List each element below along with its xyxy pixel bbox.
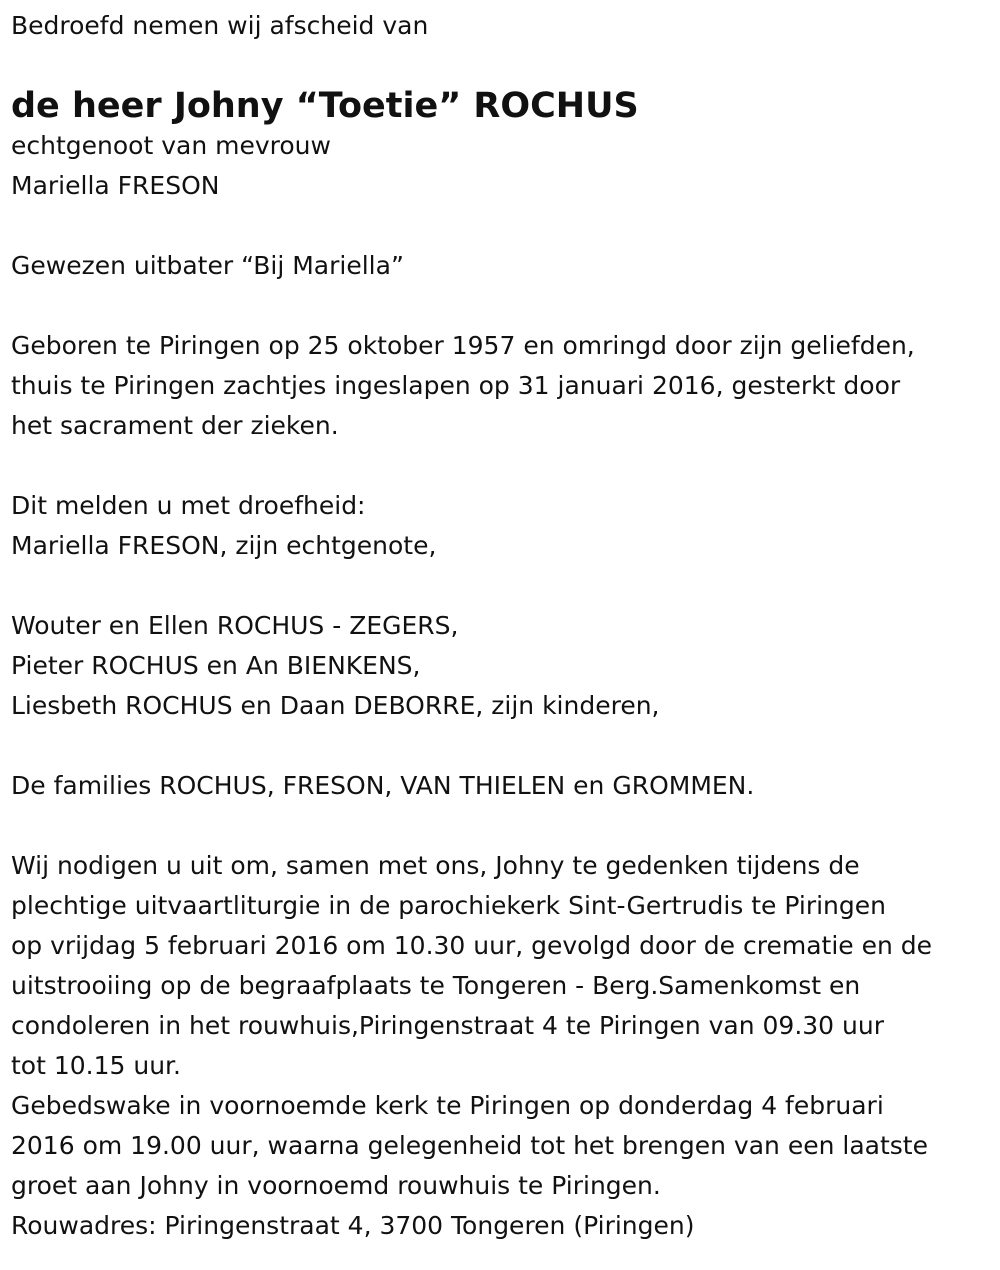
spacer: [11, 286, 989, 326]
spacer: [11, 726, 989, 766]
invitation-line: 2016 om 19.00 uur, waarna gelegenheid tot het brengen van een laatste: [11, 1131, 928, 1160]
child-line: Wouter en Ellen ROCHUS - ZEGERS,: [11, 611, 459, 640]
invitation-line: uitstrooiing op de begraafplaats te Tongeren - Berg.Samenkomst en: [11, 971, 861, 1000]
occupation-line: Gewezen uitbater “Bij Mariella”: [11, 251, 404, 280]
spacer: [11, 446, 989, 486]
spouse-line-1: echtgenoot van mevrouw: [11, 131, 331, 160]
spouse-line-2: Mariella FRESON: [11, 171, 220, 200]
child-line: Pieter ROCHUS en An BIENKENS,: [11, 651, 421, 680]
invitation-line: op vrijdag 5 februari 2016 om 10.30 uur, gevolgd door de crematie en de: [11, 931, 933, 960]
invitation-line: Gebedswake in voornoemde kerk te Piringen op donderdag 4 februari: [11, 1091, 884, 1120]
intro-text: Bedroefd nemen wij afscheid van: [11, 11, 429, 40]
birth-death-line: het sacrament der zieken.: [11, 411, 339, 440]
deceased-name: de heer Johny “Toetie” ROCHUS: [11, 86, 639, 126]
invitation-line: Wij nodigen u uit om, samen met ons, Johny te gedenken tijdens de: [11, 851, 860, 880]
spacer: [11, 806, 989, 846]
families-line: De families ROCHUS, FRESON, VAN THIELEN en GROMMEN.: [11, 771, 755, 800]
birth-death-line: Geboren te Piringen op 25 oktober 1957 en omringd door zijn geliefden,: [11, 331, 915, 360]
invitation-line: condoleren in het rouwhuis,Piringenstraat 4 te Piringen van 09.30 uur: [11, 1011, 884, 1040]
child-line: Liesbeth ROCHUS en Daan DEBORRE, zijn kinderen,: [11, 691, 660, 720]
spacer: [11, 46, 989, 80]
mourning-address-line: Rouwadres: Piringenstraat 4, 3700 Tongeren (Piringen): [11, 1211, 695, 1240]
invitation-line: tot 10.15 uur.: [11, 1051, 181, 1080]
announcement-line: Mariella FRESON, zijn echtgenote,: [11, 531, 437, 560]
invitation-line: groet aan Johny in voornoemd rouwhuis te Piringen.: [11, 1171, 661, 1200]
announcement-line: Dit melden u met droefheid:: [11, 491, 366, 520]
spacer: [11, 206, 989, 246]
spacer: [11, 566, 989, 606]
birth-death-line: thuis te Piringen zachtjes ingeslapen op 31 januari 2016, gesterkt door: [11, 371, 901, 400]
invitation-line: plechtige uitvaartliturgie in de parochiekerk Sint-Gertrudis te Piringen: [11, 891, 886, 920]
